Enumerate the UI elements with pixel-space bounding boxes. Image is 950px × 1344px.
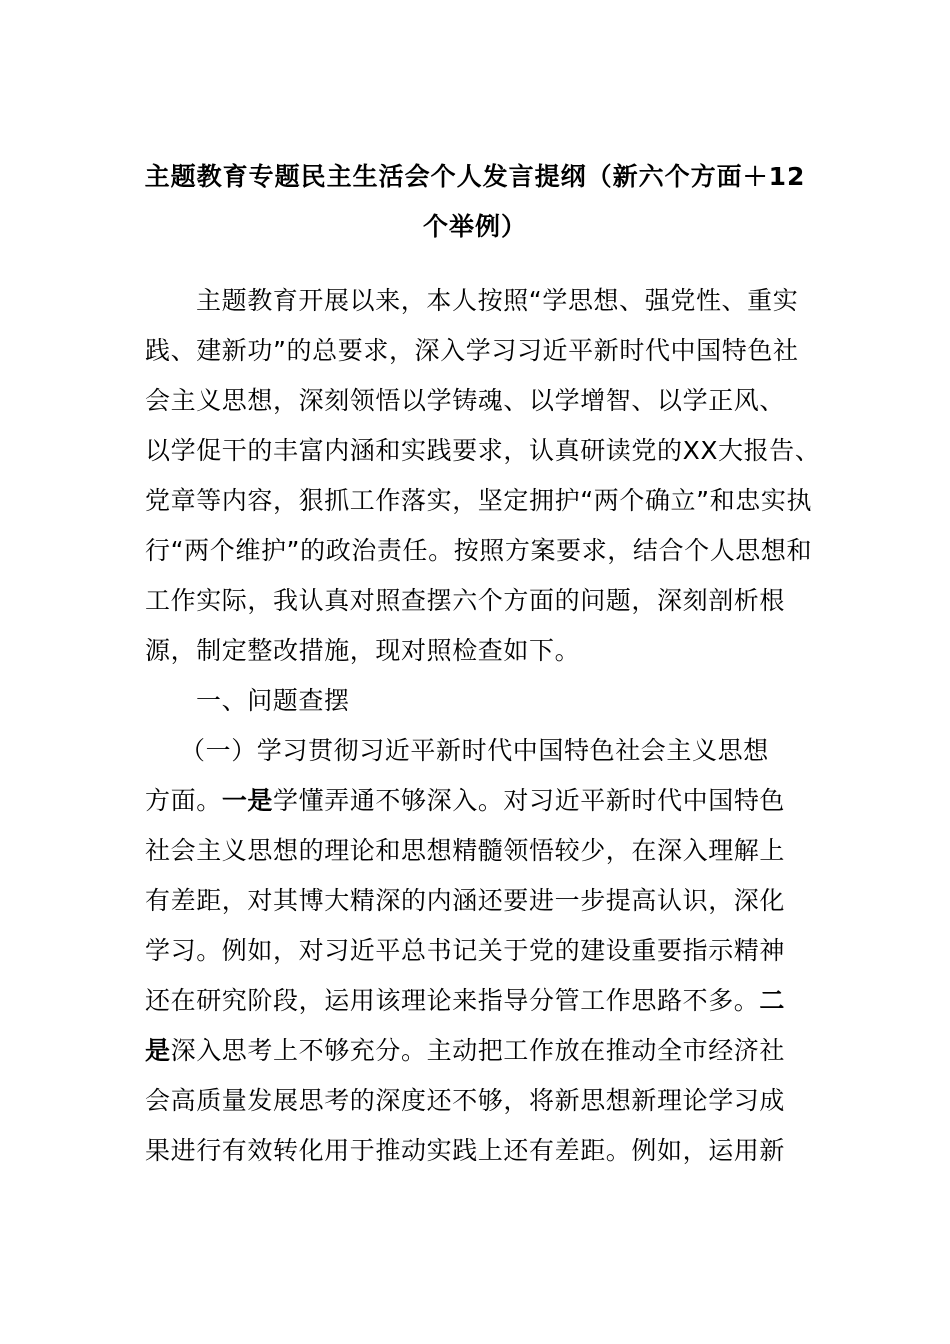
section-heading: 一、问题查摆 bbox=[196, 686, 350, 715]
intro-line: 会主义思想，深刻领悟以学铸魂、以学增智、以学正风、 bbox=[145, 386, 786, 415]
bold-marker: 二 bbox=[759, 986, 786, 1015]
body-line: 果进行有效转化用于推动实践上还有差距。例如，运用新 bbox=[145, 1136, 786, 1165]
body-line bbox=[145, 786, 785, 816]
intro-line: 工作实际，我认真对照查摆六个方面的问题，深刻剖析根 bbox=[145, 586, 786, 615]
intro-line: 主题教育开展以来，本人按照“学思想、强党性、重实 bbox=[196, 286, 799, 315]
body-text: 深入思考上不够充分。主动把工作放在推动全市经济社 bbox=[170, 1036, 786, 1065]
document-title-line-1: 主题教育专题民主生活会个人发言提纲（新六个方面＋12 bbox=[144, 162, 806, 191]
document-title-line-2: 个举例） bbox=[422, 212, 527, 241]
intro-line: 源，制定整改措施，现对照检查如下。 bbox=[145, 636, 581, 665]
intro-line: 践、建新功”的总要求，深入学习习近平新时代中国特色社 bbox=[145, 336, 799, 365]
intro-line: 以学促干的丰富内涵和实践要求，认真研读党的XX大报告、 bbox=[145, 436, 821, 465]
body-line: 有差距，对其博大精深的内涵还要进一步提高认识，深化 bbox=[145, 886, 786, 915]
body-line: 会高质量发展思考的深度还不够，将新思想新理论学习成 bbox=[145, 1086, 786, 1115]
body-text: 还在研究阶段，运用该理论来指导分管工作思路不多。 bbox=[145, 986, 760, 1015]
bold-marker: 一是 bbox=[221, 786, 274, 815]
intro-line: 党章等内容，狠抓工作落实，坚定拥护“两个确立”和忠实执 bbox=[145, 486, 813, 515]
body-line: 学习。例如，对习近平总书记关于党的建设重要指示精神 bbox=[145, 936, 786, 965]
body-line bbox=[145, 986, 785, 1016]
body-line bbox=[145, 1036, 785, 1066]
body-text: 方面。 bbox=[145, 786, 222, 815]
bold-marker: 是 bbox=[145, 1036, 171, 1065]
body-line: 社会主义思想的理论和思想精髓领悟较少，在深入理解上 bbox=[145, 836, 786, 865]
subsection-heading: （一）学习贯彻习近平新时代中国特色社会主义思想 bbox=[180, 736, 769, 765]
body-text: 学懂弄通不够深入。对习近平新时代中国特色 bbox=[273, 786, 786, 815]
intro-line: 行“两个维护”的政治责任。按照方案要求，结合个人思想和 bbox=[145, 536, 813, 565]
